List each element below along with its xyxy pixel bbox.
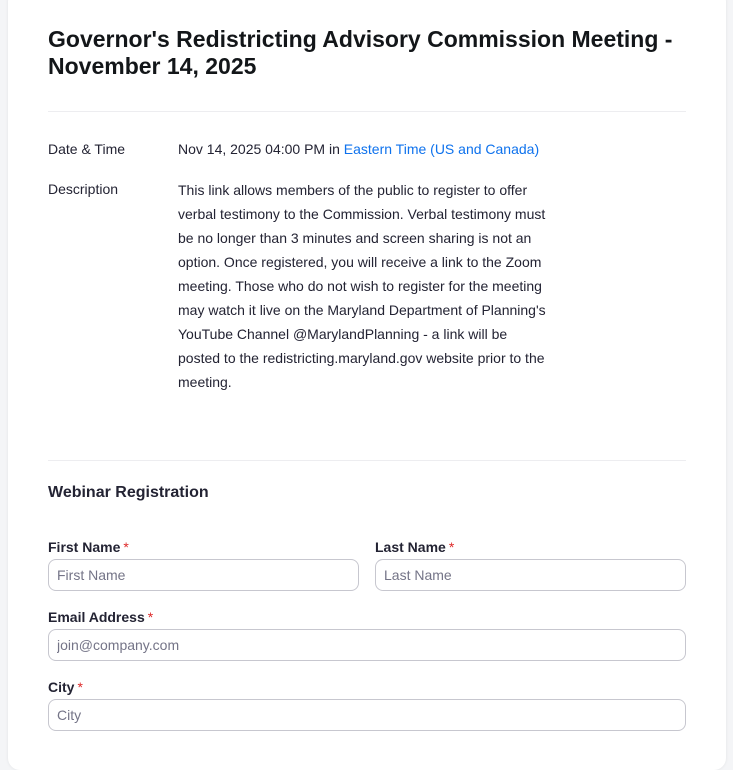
section-divider	[48, 460, 686, 461]
timezone-link[interactable]: Eastern Time (US and Canada)	[343, 141, 540, 157]
last-name-input[interactable]	[375, 559, 686, 591]
date-time-value: Nov 14, 2025 04:00 PM	[178, 141, 326, 157]
date-time-value-row	[178, 141, 539, 157]
webinar-registration-heading: Webinar Registration	[48, 484, 209, 501]
first-name-label	[48, 539, 129, 555]
city-label-text: City	[48, 679, 75, 695]
description-label: Description	[48, 181, 119, 197]
last-name-required-mark: *	[448, 539, 455, 555]
last-name-label	[375, 539, 454, 555]
date-time-in: in	[329, 141, 340, 157]
first-name-required-mark: *	[123, 539, 129, 555]
city-required-mark: *	[77, 679, 83, 695]
description-text: This link allows members of the public to register to offer verbal testimony to the Commission. Verbal testimony must be no longer than 3 minutes and screen sharing is not an option. Once registered, you will receive a link to the Zoom meeting. Those who do not wish to register for the meeting may watch it live on the Maryland Department of Planning's YouTube Channel @MarylandPlanning - a link will be posted to the redistricting.maryland.gov website prior to the meeting.	[178, 182, 546, 390]
email-required-mark: *	[147, 609, 154, 625]
email-label-text: Email Address	[48, 609, 145, 625]
email-input[interactable]	[48, 629, 686, 661]
page-title: Governor's Redistricting Advisory Commission Meeting - November 14, 2025	[48, 26, 673, 79]
email-label	[48, 609, 153, 625]
date-time-label: Date & Time	[48, 141, 126, 157]
last-name-label-text: Last Name	[375, 539, 446, 555]
city-input[interactable]	[48, 699, 686, 731]
city-label	[48, 679, 83, 695]
header-divider	[48, 111, 686, 112]
first-name-input[interactable]	[48, 559, 359, 591]
first-name-label-text: First Name	[48, 539, 121, 555]
